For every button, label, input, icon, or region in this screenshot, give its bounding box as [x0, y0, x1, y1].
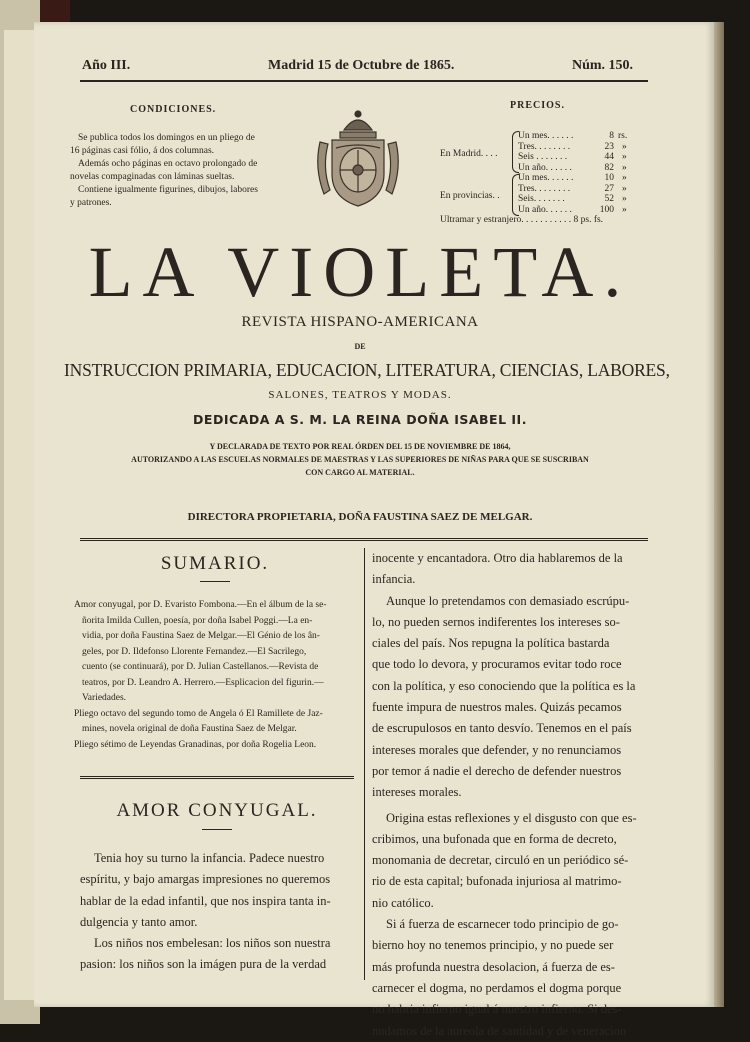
header-double-rule	[80, 538, 648, 541]
topics-line-2: SALONES, TEATROS Y MODAS.	[268, 389, 452, 401]
prices-title: PRECIOS.	[510, 100, 565, 111]
paragraph-line: que todo lo devora, y procuramos evitar todo roce	[372, 657, 622, 672]
summary-list	[74, 598, 359, 753]
price-row: Un año. . . . . . 100 »	[518, 204, 627, 215]
paragraph-line: inocente y encantadora. Otro dia hablaremos de la	[372, 551, 623, 565]
paragraph-line: con la política, y eso conociendo que la política es la	[372, 678, 636, 693]
paragraph-line: hablar de la edad infantil, que nos inspira tanta in-	[80, 893, 331, 908]
price-row: Tres. . . . . . . . 27 »	[518, 183, 627, 194]
price-row: Tres. . . . . . . . 23 »	[518, 141, 627, 152]
price-row: Un mes. . . . . . 8 rs.	[518, 131, 628, 141]
paragraph-line: bierno hoy no tenemos principio, y no puede ser	[372, 938, 614, 953]
prices-overseas: Ultramar y estranjero. . . . . . . . . . . 8 ps. fs.	[440, 215, 604, 225]
paragraph-line: pasion: los niños son la imágen pura de la verdad	[80, 957, 327, 972]
article-right-column	[372, 548, 658, 1042]
paragraph-line: infancia.	[372, 572, 416, 587]
paragraph-line: rio de esta capital; bufonada injuriosa al matrimo-	[372, 874, 622, 889]
masthead-number: Núm. 150.	[572, 58, 634, 73]
masthead-rule	[80, 80, 648, 82]
paragraph-line: nio católico.	[372, 895, 434, 910]
declared-text: Y DECLARADA DE TEXTO POR REAL ÓRDEN DEL 15 DE NOVIEMBRE DE 1864, AUTORIZANDO A LAS ESCUELAS NORMALES DE MAESTRAS Y LAS SUPERIORES DE NIÑAS PARA QUE SE SUSCRIBAN CON CARGO AL MATERIAL.	[131, 442, 589, 477]
paragraph-line: Origina estas reflexiones y el disgusto con que es-	[386, 810, 637, 825]
masthead-date: Madrid 15 de Octubre de 1865.	[268, 58, 455, 73]
summary-line: ñorita Imilda Cullen, poesía, por doña Isabel Poggi.—La en-	[82, 615, 313, 626]
paragraph-line: Tenia hoy su turno la infancia. Padece nuestro	[94, 851, 325, 865]
paragraph-line: cribimos, una bufonada que en forma de decreto,	[372, 831, 617, 846]
paragraph-line: fuente impura de nuestros males. Quizás pecamos	[372, 700, 622, 715]
summary-line: geles, por D. Ildefonso Llorente Fernandez.—El Sacrilego,	[82, 646, 307, 657]
paragraph-line: intereses morales que defender, y no renunciamos	[372, 742, 622, 757]
dedication-line: DEDICADA A S. M. LA REINA DOÑA ISABEL II.	[193, 412, 527, 427]
newspaper-title: LA VIOLETA.	[88, 232, 632, 312]
summary-double-rule	[80, 776, 354, 779]
paragraph-line: nudamos de la aureola de santidad y de veneracion	[372, 1023, 627, 1038]
paragraph-line: Si á fuerza de escarnecer todo principio de go-	[386, 917, 619, 932]
subtitle-de: DE	[354, 342, 366, 351]
director-line: DIRECTORA PROPIETARIA, DOÑA FAUSTINA SAEZ DE MELGAR.	[187, 511, 533, 523]
prices-madrid-label: En Madrid. . . .	[440, 149, 498, 159]
coat-of-arms-emblem	[310, 108, 406, 214]
summary-title-rule	[200, 581, 230, 582]
paragraph-line: intereses morales.	[372, 785, 462, 800]
article-left-column	[80, 848, 358, 976]
price-row: Un año. . . . . . 82 »	[518, 162, 627, 173]
summary-line: Amor conyugal, por D. Evaristo Fombona.—En el álbum de la se-	[74, 600, 327, 610]
summary-line: Pliego sétimo de Leyendas Granadinas, por doña Rogelia Leon.	[74, 739, 317, 750]
summary-title: SUMARIO.	[160, 553, 270, 574]
newspaper-subtitle: REVISTA HISPANO-AMERICANA	[241, 314, 479, 330]
summary-line: mines, novela original de doña Faustina Saez de Melgar.	[82, 724, 297, 734]
topics-line: INSTRUCCION PRIMARIA, EDUCACION, LITERATURA, CIENCIAS, LABORES,	[64, 360, 670, 380]
paragraph-line: espíritu, y bajo amargas impresiones no queremos	[80, 872, 331, 887]
page-spine	[714, 22, 724, 1007]
paragraph-line: ciales del país. Nos repugna la política bastarda	[372, 636, 610, 651]
price-row: Un mes. . . . . . 10 »	[518, 173, 627, 183]
paragraph-line: monomania de decretar, circuló en un periódico sé-	[372, 853, 629, 868]
summary-line: cuento (se continuará), por D. Julian Castellanos.—Revista de	[82, 662, 319, 672]
summary-line: Pliego octavo del segundo tomo de Angela ó El Ramillete de Jaz-	[74, 708, 323, 719]
price-row: Seis . . . . . . . 44 »	[518, 152, 627, 162]
prices-provinces-label: En provincias. .	[440, 191, 500, 201]
summary-line: Variedades.	[82, 693, 127, 703]
paragraph-line: dulgencia y tanto amor.	[80, 914, 198, 929]
article-title-rule	[202, 829, 232, 830]
paragraph-line: más profunda nuestra desolacion, á fuerza de es-	[372, 959, 615, 974]
paragraph-line: lo, no pueden sernos indiferentes los intereses so-	[372, 614, 620, 629]
paragraph-line: Aunque lo pretendamos con demasiado escrúpu-	[386, 593, 630, 608]
prices-table	[518, 131, 638, 215]
paragraph-line: de escrupulosos en tanto desvío. Tenemos en el país	[372, 721, 632, 736]
paragraph-line: no habria infierno igual á nuestro infierno. Si des-	[372, 1002, 622, 1017]
masthead-year: Año III.	[82, 58, 131, 73]
article-title: AMOR CONYUGAL.	[116, 800, 318, 821]
summary-line: vidia, por doña Faustina Saez de Melgar.—El Génio de los ân-	[82, 631, 320, 641]
conditions-title: CONDICIONES.	[130, 104, 217, 115]
paragraph-line: Los niños nos embelesan: los niños son nuestra	[94, 936, 331, 951]
column-divider	[364, 548, 365, 980]
price-row: Seis. . . . . . . 52 »	[518, 194, 627, 204]
conditions-text: Se publica todos los domingos en un pliego de 16 páginas casi fólio, á dos columnas. Además ocho páginas en octavo prolongado de novelas compaginadas con láminas sueltas. Contiene igualmente figurines, dibujos, labores y patrones.	[70, 133, 258, 208]
summary-line: teatros, por D. Leandro A. Herrero.—Esplicacion del figurin.—	[82, 677, 324, 688]
paragraph-line: por temor á nadie el derecho de defender nuestros	[372, 763, 622, 778]
paragraph-line: carnecer el dogma, no perdamos el dogma porque	[372, 980, 622, 995]
